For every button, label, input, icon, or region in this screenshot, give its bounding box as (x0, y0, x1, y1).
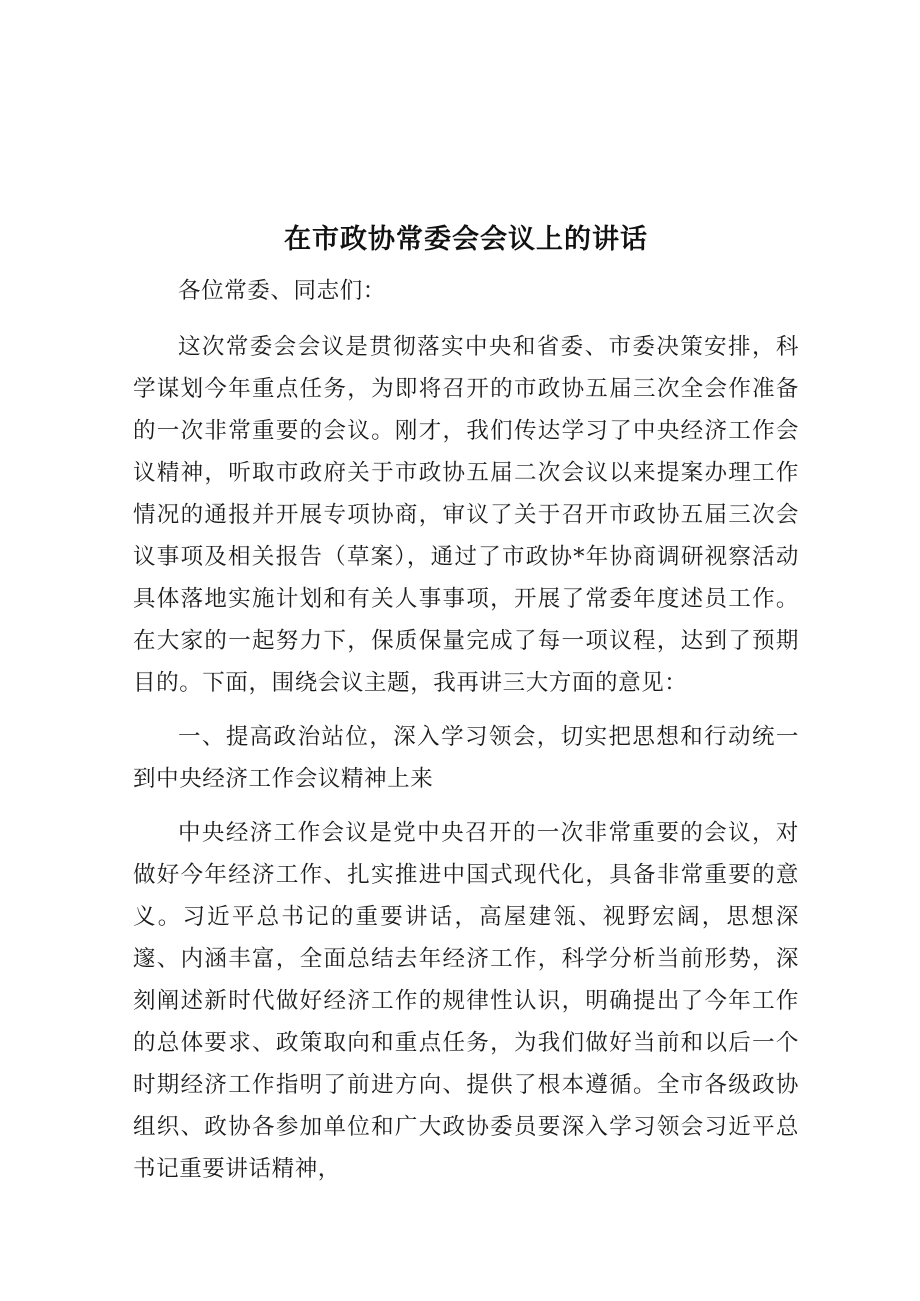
document-page (133, 218, 799, 1202)
document-title: 在市政协常委会会议上的讲话 (284, 224, 648, 255)
section-heading-1: 一、提高政治站位，深入学习领会，切实把思想和行动统一到中央经济工作会议精神上来 (133, 724, 799, 792)
salutation: 各位常委、同志们： (178, 278, 386, 304)
paragraph-section-1: 中央经济工作会议是党中央召开的一次非常重要的会议，对做好今年经济工作、扎实推进中国式现代化，具备非常重要的意义。习近平总书记的重要讲话，高屋建瓴、视野宏阔，思想深邃、内涵丰富，全面总结去年经济工作，科学分析当前形势，深刻阐述新时代做好经济工作的规律性认识，明确提出了今年工作的总体要求、政策取向和重点任务，为我们做好当前和以后一个时期经济工作指明了前进方向、提供了根本遵循。全市各级政协组织、政协各参加单位和广大政协委员要深入学习领会习近平总书记重要讲话精神， (133, 820, 799, 1182)
paragraph-intro: 这次常委会会议是贯彻落实中央和省委、市委决策安排，科学谋划今年重点任务，为即将召开的市政协五届三次全会作准备的一次非常重要的会议。刚才，我们传达学习了中央经济工作会议精神，听取市政府关于市政协五届二次会议以来提案办理工作情况的通报并开展专项协商，审议了关于召开市政协五届三次会议事项及相关报告（草案），通过了市政协*年协商调研视察活动具体落地实施计划和有关人事事项，开展了常委年度述员工作。在大家的一起努力下，保质保量完成了每一项议程，达到了预期目的。下面，围绕会议主题，我再讲三大方面的意见： (133, 334, 799, 696)
